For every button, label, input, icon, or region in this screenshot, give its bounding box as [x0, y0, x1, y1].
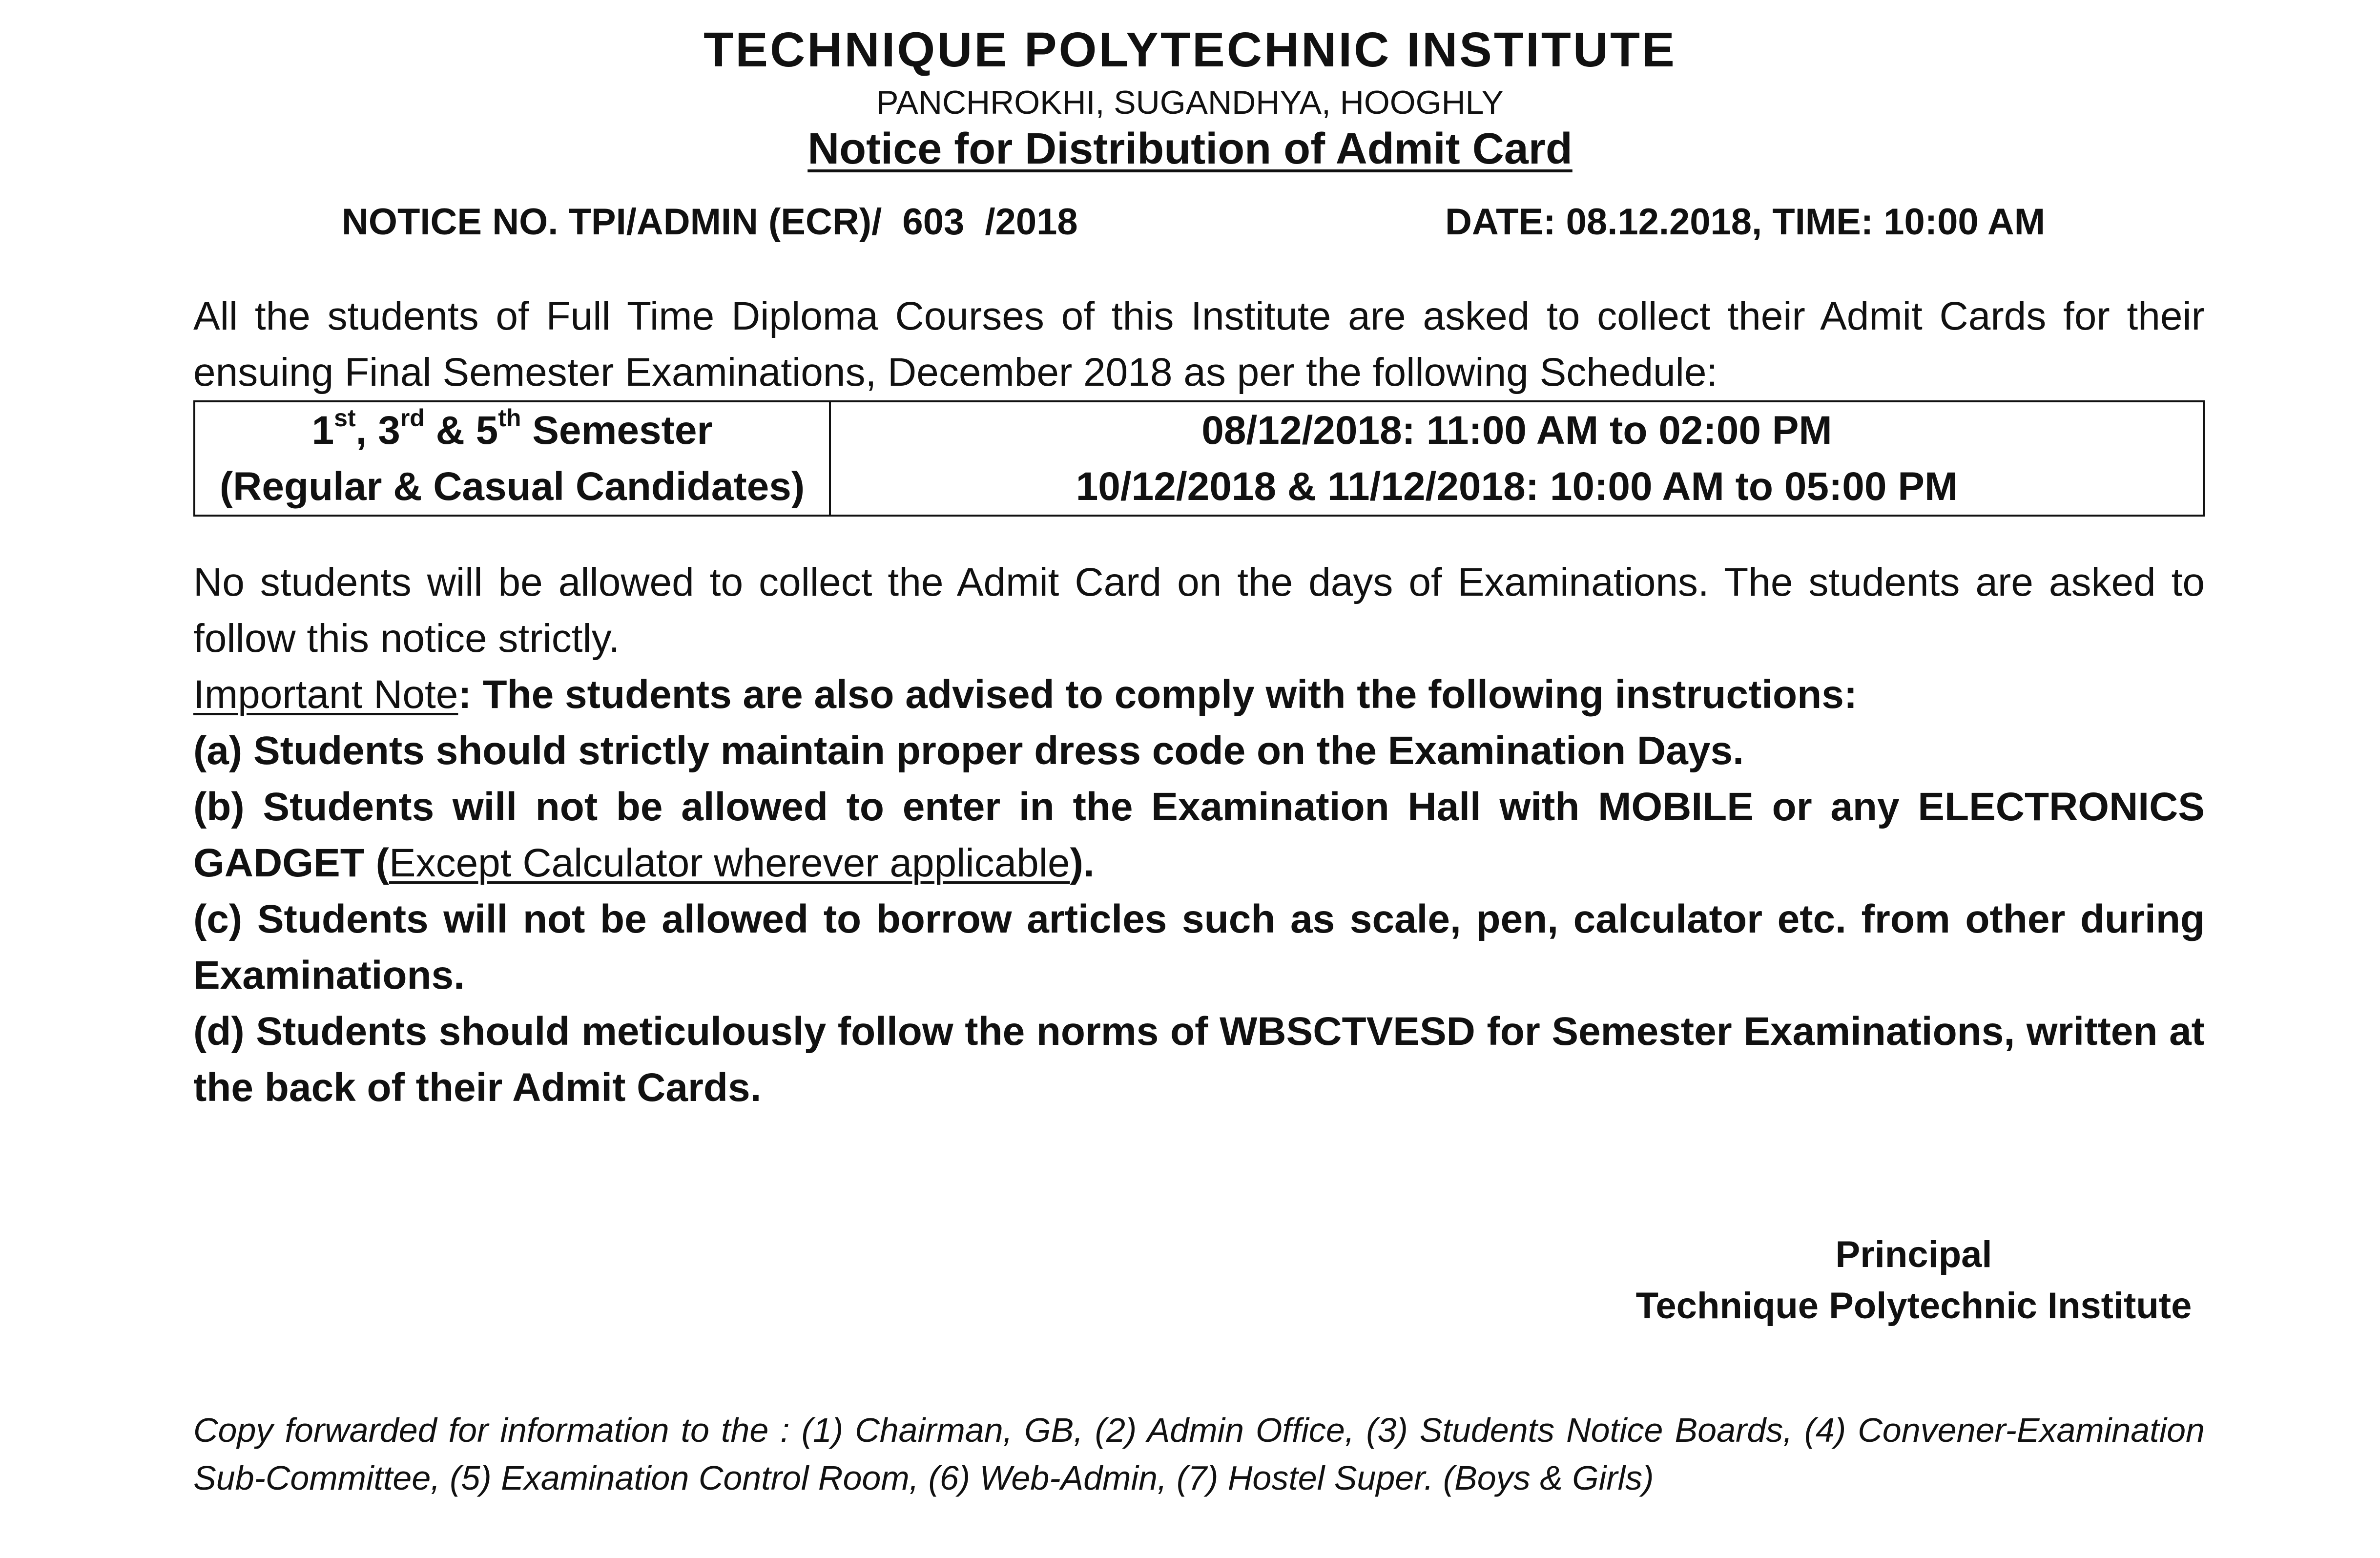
- instruction-c: (c) Students will not be allowed to borrow articles such as scale, pen, calculator etc. from other during Examinations.: [193, 897, 2205, 997]
- important-note-lead: : The students are also advised to comply with the following instructions:: [458, 672, 1858, 717]
- instruction-b: (b) Students will not be allowed to enter in the Examination Hall with MOBILE or any ELECTRONICS GADGET (Except Calculator wherever applicable).: [193, 785, 2205, 885]
- candidates-label: (Regular & Casual Candidates): [219, 464, 805, 509]
- notice-date-time: DATE: 08.12.2018, TIME: 10:00 AM: [1445, 201, 2046, 243]
- slot-first: 08/12/2018: 11:00 AM to 02:00 PM: [1201, 408, 1832, 453]
- semester-cell: [194, 401, 830, 516]
- slot-second: 10/12/2018 & 11/12/2018: 10:00 AM to 05:00 PM: [1076, 464, 1958, 509]
- calculator-exception: Except Calculator wherever applicable: [389, 841, 1070, 885]
- notice-number: NOTICE NO. TPI/ADMIN (ECR)/ 603 /2018: [342, 201, 1078, 243]
- instruction-a: (a) Students should strictly maintain proper dress code on the Examination Days.: [193, 728, 1744, 773]
- signatory-title: Principal: [1835, 1234, 1992, 1275]
- schedule-row: [194, 401, 2204, 516]
- signatory-institute: Technique Polytechnic Institute: [1635, 1285, 2192, 1327]
- timing-cell: [830, 401, 2204, 516]
- copy-forwarded: Copy forwarded for information to the : (1) Chairman, GB, (2) Admin Office, (3) Students Notice Boards, (4) Convener-Examination Sub-Committee, (5) Examination Control Room, (6) Web-Admin, (7) Hostel Super. (Boys & Girls): [193, 1411, 2205, 1497]
- schedule-table: [193, 400, 2205, 517]
- important-note-label: Important Note: [193, 672, 458, 717]
- institute-name: TECHNIQUE POLYTECHNIC INSTITUTE: [704, 22, 1676, 77]
- important-note: [193, 666, 2205, 723]
- instruction-d: (d) Students should meticulously follow the norms of WBSCTVESD for Semester Examinations, written at the back of their Admit Cards.: [193, 1009, 2205, 1110]
- no-collection-paragraph: No students will be allowed to collect the Admit Card on the days of Examinations. The students are asked to follow this notice strictly.: [193, 560, 2205, 661]
- notice-title: Notice for Distribution of Admit Card: [807, 125, 1573, 173]
- semester-label: 1st, 3rd & 5th Semester: [311, 404, 713, 453]
- institute-address: PANCHROKHI, SUGANDHYA, HOOGHLY: [876, 84, 1504, 121]
- intro-paragraph: All the students of Full Time Diploma Courses of this Institute are asked to collect their Admit Cards for their ensuing Final Semester Examinations, December 2018 as per the following Schedule:: [193, 294, 2205, 395]
